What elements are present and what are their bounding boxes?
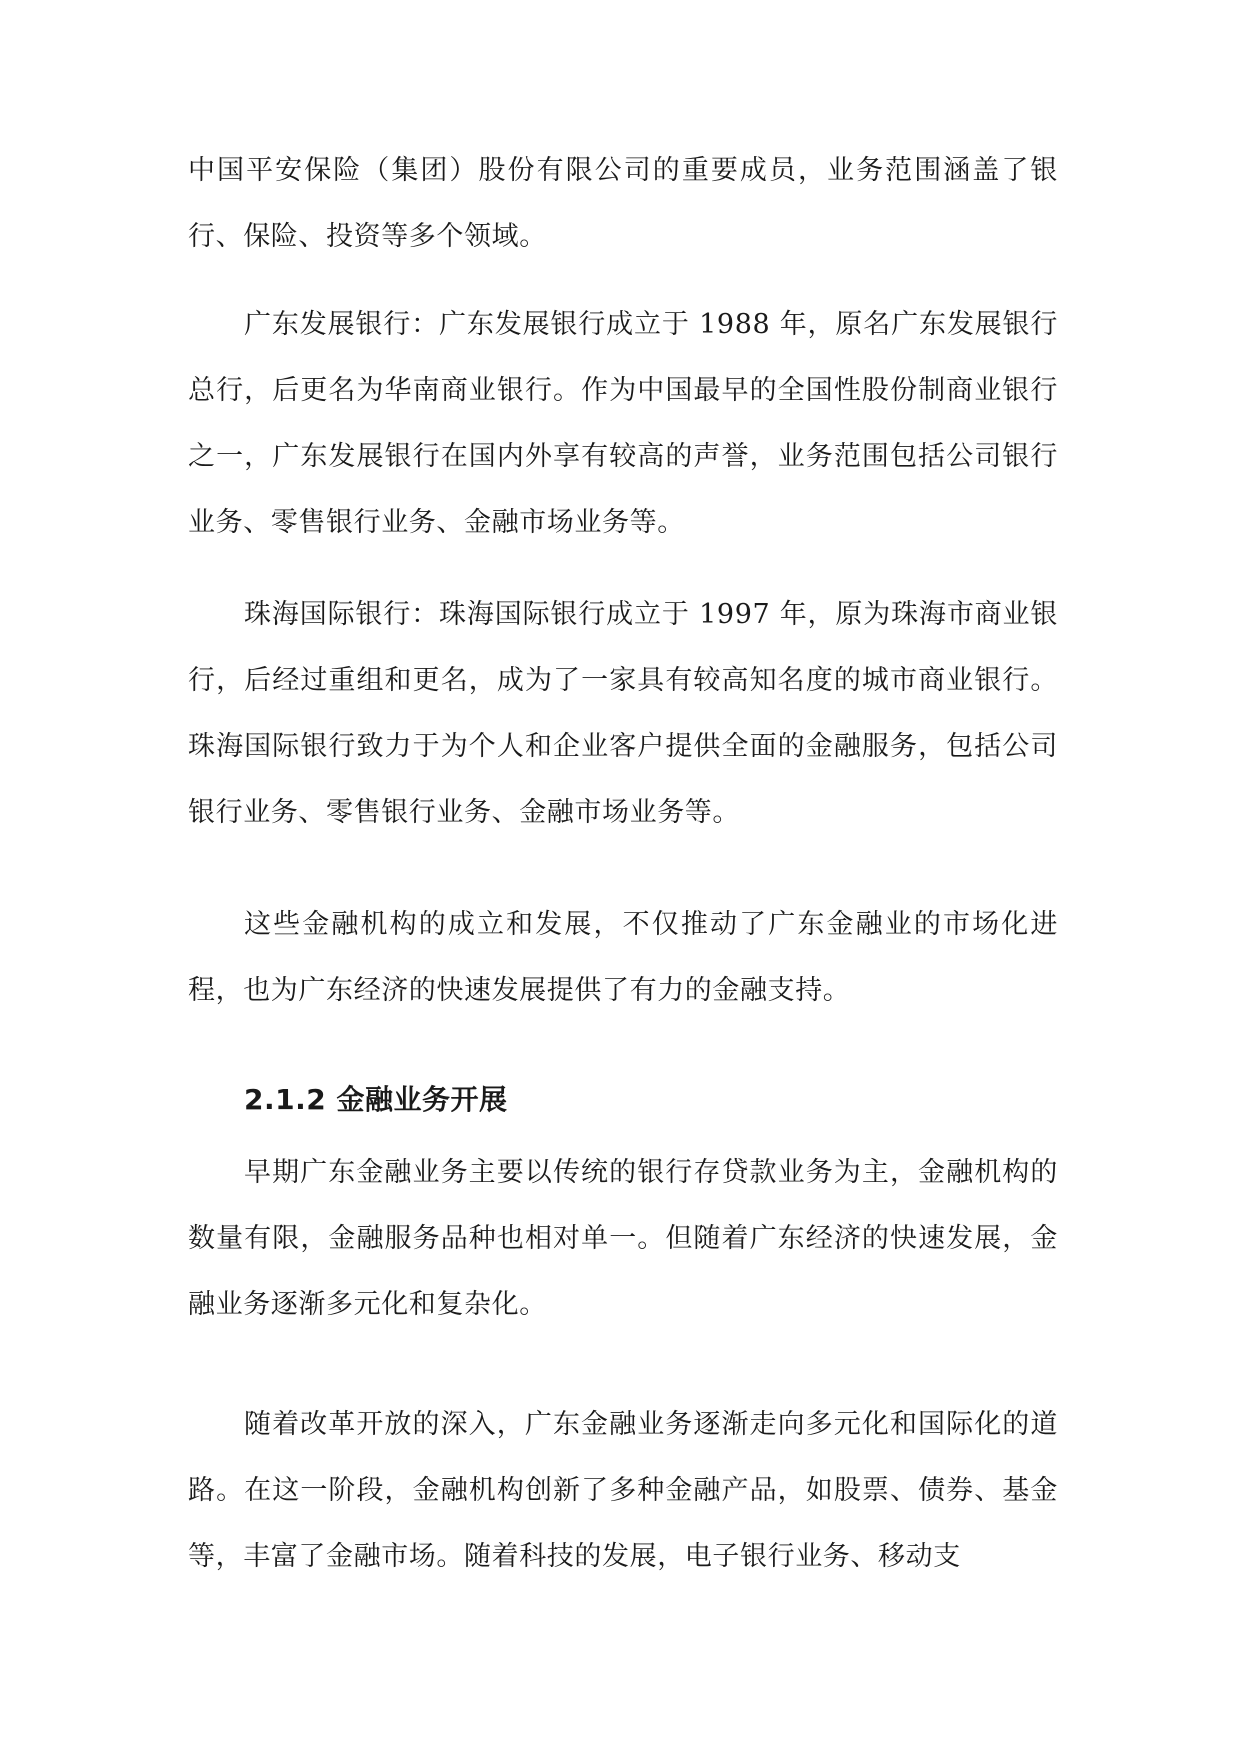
paragraph-text: 中国平安保险（集团）股份有限公司的重要成员，业务范围涵盖了银行、保险、投资等多个领域。: [188, 155, 1058, 252]
paragraph-guangdong-development-bank: [188, 292, 1058, 556]
paragraph-text: 广东发展银行：广东发展银行成立于 1988 年，原名广东发展银行总行，后更名为华南商业银行。作为中国最早的全国性股份制商业银行之一，广东发展银行在国内外享有较高的声誉，业务范围包括公司银行业务、零售银行业务、金融市场业务等。: [188, 309, 1058, 538]
paragraph-text: 珠海国际银行：珠海国际银行成立于 1997 年，原为珠海市商业银行，后经过重组和更名，成为了一家具有较高知名度的城市商业银行。珠海国际银行致力于为个人和企业客户提供全面的金融服务，包括公司银行业务、零售银行业务、金融市场业务等。: [188, 599, 1058, 828]
paragraph-text: 这些金融机构的成立和发展，不仅推动了广东金融业的市场化进程，也为广东经济的快速发展提供了有力的金融支持。: [188, 909, 1058, 1006]
paragraph-text: 早期广东金融业务主要以传统的银行存贷款业务为主，金融机构的数量有限，金融服务品种也相对单一。但随着广东经济的快速发展，金融业务逐渐多元化和复杂化。: [188, 1157, 1058, 1320]
section-heading-2-1-2: 2.1.2 金融业务开展: [244, 1083, 508, 1116]
paragraph-text: 随着改革开放的深入，广东金融业务逐渐走向多元化和国际化的道路。在这一阶段，金融机构创新了多种金融产品，如股票、债券、基金等，丰富了金融市场。随着科技的发展，电子银行业务、移动支: [188, 1409, 1058, 1572]
paragraph-reform-opening: [188, 1392, 1058, 1590]
paragraph-early-business: [188, 1140, 1058, 1338]
paragraph-ping-an-continuation: [188, 138, 1058, 270]
paragraph-institutions-summary: [188, 892, 1058, 1024]
paragraph-zhuhai-international-bank: [188, 582, 1058, 846]
